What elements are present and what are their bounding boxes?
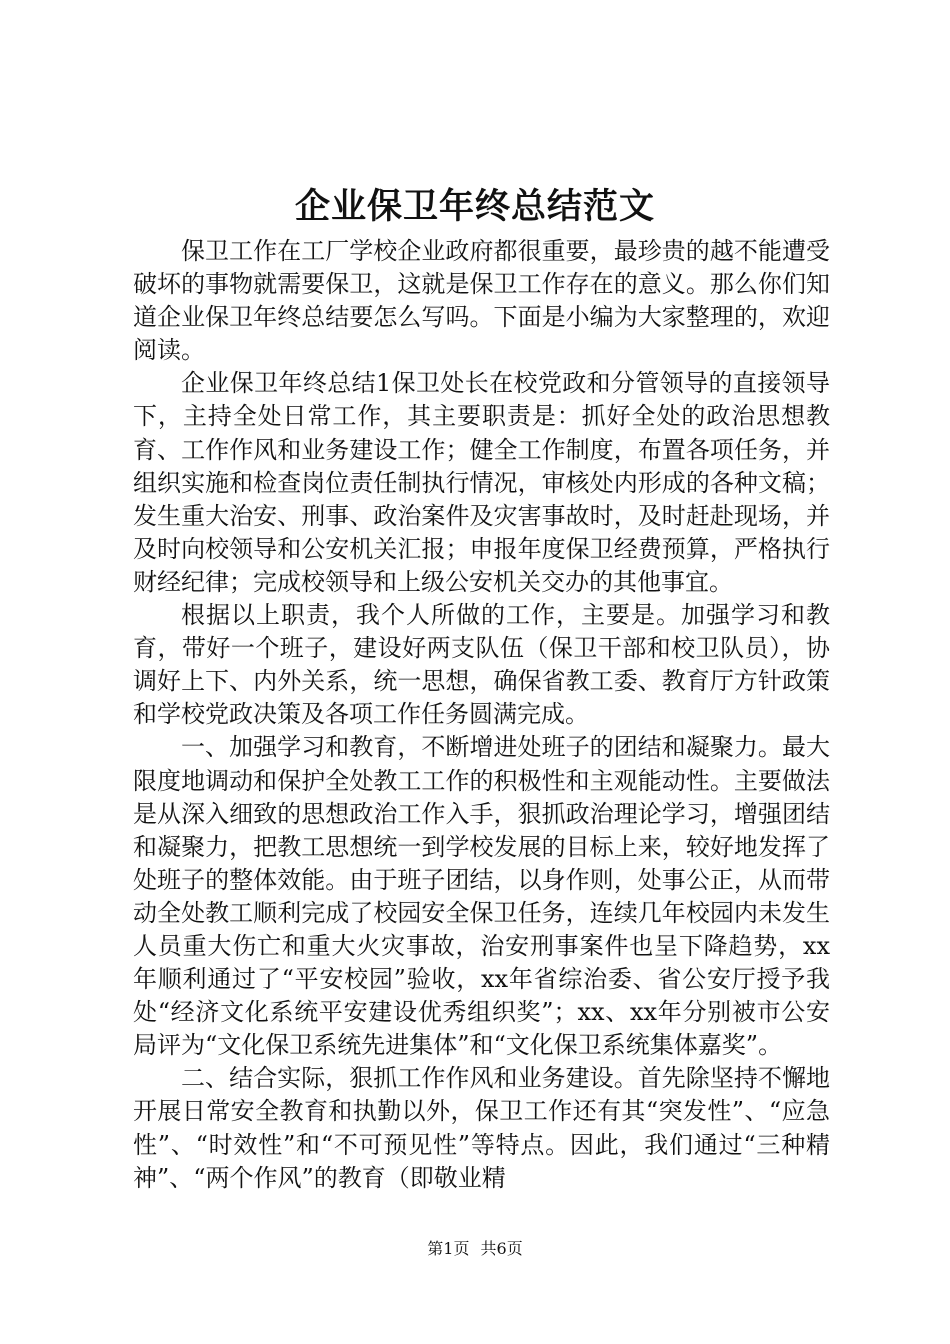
document-body xyxy=(133,235,830,1195)
document-title: 企业保卫年终总结范文 xyxy=(294,186,655,227)
paragraph-work-summary: 根据以上职责，我个人所做的工作，主要是。加强学习和教育，带好一个班子，建设好两支队伍（保卫干部和校卫队员），协调好上下、内外关系，统一思想，确保省教工委、教育厅方针政策和学校党政决策及各项工作任务圆满完成。 xyxy=(133,601,830,729)
page-total: 共6页 xyxy=(480,1239,523,1258)
paragraph-section-one: 一、加强学习和教育，不断增进处班子的团结和凝聚力。最大限度地调动和保护全处教工工作的积极性和主观能动性。主要做法是从深入细致的思想政治工作入手，狠抓政治理论学习，增强团结和凝聚力，把教工思想统一到学校发展的目标上来，较好地发挥了处班子的整体效能。由于班子团结，以身作则，处事公正，从而带动全处教工顺利完成了校园安全保卫任务，连续几年校园内未发生人员重大伤亡和重大火灾事故，治安刑事案件也呈下降趋势，xx年顺利通过了“平安校园”验收，xx年省综治委、省公安厅授予我处“经济文化系统平安建设优秀组织奖”；xx、xx年分别被市公安局评为“文化保卫系统先进集体”和“文化保卫系统集体嘉奖”。 xyxy=(133,733,830,1060)
paragraph-section-two: 二、结合实际，狠抓工作作风和业务建设。首先除坚持不懈地开展日常安全教育和执勤以外，保卫工作还有其“突发性”、“应急性”、“时效性”和“不可预见性”等特点。因此，我们通过“三种精神”、“两个作风”的教育（即敬业精 xyxy=(133,1064,830,1192)
paragraph-duties: 企业保卫年终总结1保卫处长在校党政和分管领导的直接领导下，主持全处日常工作，其主要职责是：抓好全处的政治思想教育、工作作风和业务建设工作；健全工作制度，布置各项任务，并组织实施和检查岗位责任制执行情况，审核处内形成的各种文稿；发生重大治安、刑事、政治案件及灾害事故时，及时赶赴现场，并及时向校领导和公安机关汇报；申报年度保卫经费预算，严格执行财经纪律；完成校领导和上级公安机关交办的其他事宜。 xyxy=(133,369,830,596)
page-footer xyxy=(0,1238,950,1260)
paragraph-intro: 保卫工作在工厂学校企业政府都很重要，最珍贵的越不能遭受破坏的事物就需要保卫，这就是保卫工作存在的意义。那么你们知道企业保卫年终总结要怎么写吗。下面是小编为大家整理的，欢迎阅读。 xyxy=(133,237,830,365)
page-number: 第1页 xyxy=(427,1239,470,1258)
